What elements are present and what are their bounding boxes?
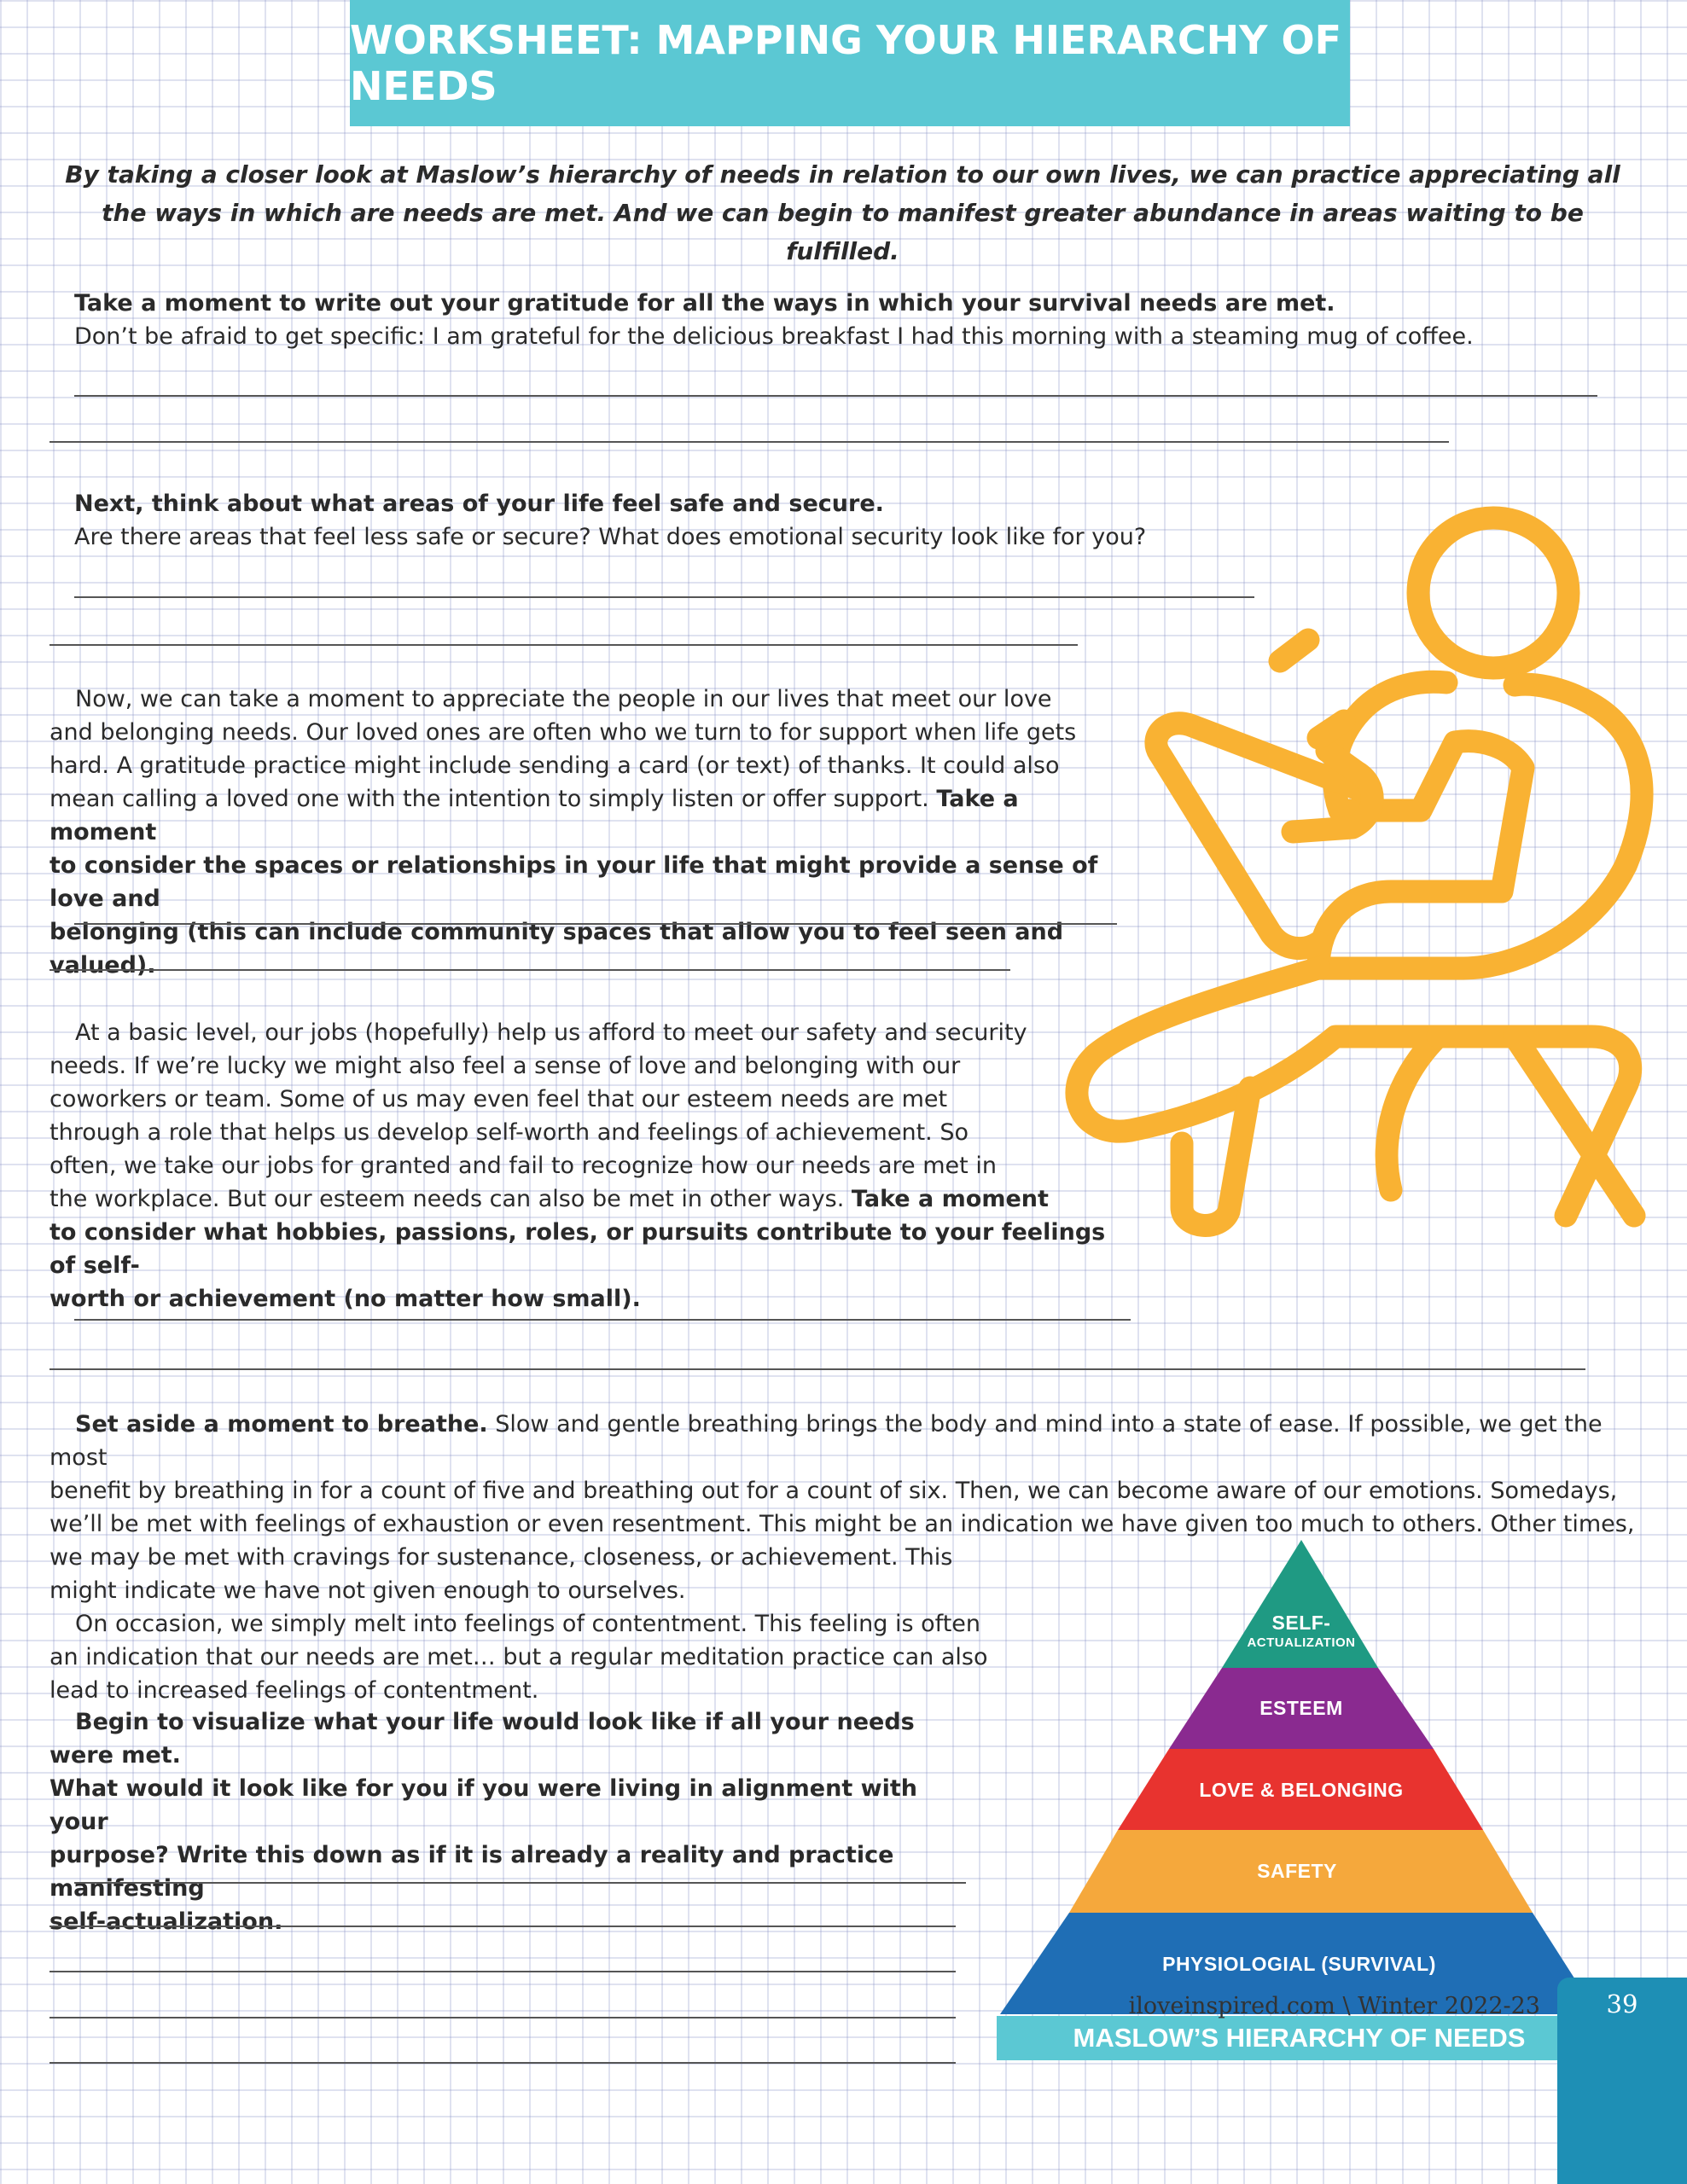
page-number: 39 [1606,1989,1638,2018]
love-text: Now, we can take a moment to appreciate the people in our lives that meet our love [75,686,1052,712]
esteem-prompt: worth or achievement (no matter how small). [49,1286,641,1312]
visualize-prompt: Begin to visualize what your life would look like if all your needs were met. [49,1709,915,1769]
write-line[interactable] [74,1319,1131,1321]
person-reading-illustration [1037,491,1664,1237]
esteem-text: through a role that helps us develop self-worth and feelings of achievement. So [49,1119,969,1146]
survival-section [74,287,1610,353]
esteem-prompt: Take a moment [851,1186,1049,1212]
breathe-text: an indication that our needs are met… but a regular meditation practice can also [49,1644,988,1670]
title-banner [350,0,1350,126]
intro-line: the ways in which are needs are met. And we can begin to manifest greater abundance in areas waiting to be fulfilled. [102,199,1584,265]
visualize-prompt: self-actualization. [49,1908,283,1935]
esteem-text: the workplace. But our esteem needs can also be met in other ways. [49,1186,852,1212]
love-text: and belonging needs. Our loved ones are often who we turn to for support when life gets [49,719,1077,746]
write-line[interactable] [49,2062,956,2064]
pyramid-caption: MASLOW’S HIERARCHY OF NEEDS [997,2016,1602,2060]
hand-outline [1280,640,1344,738]
love-prompt: belonging (this can include community spaces that allow you to feel seen and valued). [49,919,1064,979]
write-line[interactable] [49,441,1449,443]
head-shape [1418,518,1568,668]
esteem-text: often, we take our jobs for granted and fail to recognize how our needs are met in [49,1153,997,1179]
footer-credit: iloveinspired.com \ Winter 2022-23 [1128,1993,1540,2019]
intro-paragraph [51,155,1634,270]
breathe-text: might indicate we have not given enough to ourselves. [49,1577,686,1604]
write-line[interactable] [49,2017,956,2018]
write-line[interactable] [49,1926,956,1927]
breathe-text: On occasion, we simply melt into feelings of contentment. This feeling is often [75,1611,981,1637]
tier-label: PHYSIOLOGIAL (SURVIVAL) [1162,1953,1436,1975]
safety-body: Are there areas that feel less safe or secure? What does emotional security look like for you? [74,524,1147,550]
write-line[interactable] [74,923,1117,925]
love-text: hard. A gratitude practice might include sending a card (or text) of thanks. It could also [49,752,1060,779]
esteem-prompt: to consider what hobbies, passions, roles, or pursuits contribute to your feelings of self- [49,1219,1106,1279]
breathe-heading: Set aside a moment to breathe. [75,1411,488,1438]
breathe-text: Slow and gentle breathing brings the body and mind into a state of ease. If possible, we get the most [49,1411,1603,1471]
tier-label: LOVE & BELONGING [1199,1779,1404,1801]
tier-label: SELF- [1271,1612,1331,1634]
write-line[interactable] [49,969,1010,971]
tier-label: ACTUALIZATION [1247,1635,1356,1650]
page-number-tab [1557,1978,1687,2184]
breathe-text: we’ll be met with feelings of exhaustion or even resentment. This might be an indication we have given too much to others. Other times, [49,1511,1635,1537]
breathe-text: lead to increased feelings of contentment. [49,1677,539,1704]
breathe-text: we may be met with cravings for sustenance, closeness, or achievement. This [49,1544,953,1571]
survival-body: Don’t be afraid to get specific: I am grateful for the delicious breakfast I had this morning with a steaming mug of coffee. [74,323,1474,350]
tier-label: SAFETY [1257,1860,1337,1882]
esteem-text: needs. If we’re lucky we might also feel a sense of love and belonging with our [49,1053,961,1079]
write-line[interactable] [49,1368,1585,1370]
breathe-text: benefit by breathing in for a count of five and breathing out for a count of six. Then, we can become aware of our emotions. Somedays, [49,1478,1618,1504]
love-prompt: Take a moment [49,786,1019,845]
tier-label: ESTEEM [1259,1697,1343,1719]
write-line[interactable] [74,395,1597,397]
visualize-section [49,1705,971,1938]
visualize-prompt: What would it look like for you if you were living in alignment with your [49,1775,917,1835]
esteem-text: At a basic level, our jobs (hopefully) help us afford to meet our safety and security [75,1019,1027,1046]
visualize-prompt: purpose? Write this down as if it is already a reality and practice manifesting [49,1842,894,1902]
write-line[interactable] [49,1971,956,1972]
esteem-section [49,1016,1108,1316]
write-line[interactable] [49,644,1078,646]
intro-line: By taking a closer look at Maslow’s hierarchy of needs in relation to our own lives, we can practice appreciating all [65,160,1620,189]
love-section [49,682,1108,982]
write-line[interactable] [74,1882,966,1884]
safety-heading: Next, think about what areas of your life feel safe and secure. [74,491,884,517]
maslow-pyramid [990,1540,1613,2065]
love-prompt: to consider the spaces or relationships in your life that might provide a sense of love and [49,852,1098,912]
page-title: WORKSHEET: MAPPING YOUR HIERARCHY OF NEEDS [350,17,1341,109]
love-text: mean calling a loved one with the intention to simply listen or offer support. [49,786,937,812]
esteem-text: coworkers or team. Some of us may even feel that our esteem needs are met [49,1086,948,1112]
survival-heading: Take a moment to write out your gratitude for all the ways in which your survival needs are met. [74,290,1335,317]
